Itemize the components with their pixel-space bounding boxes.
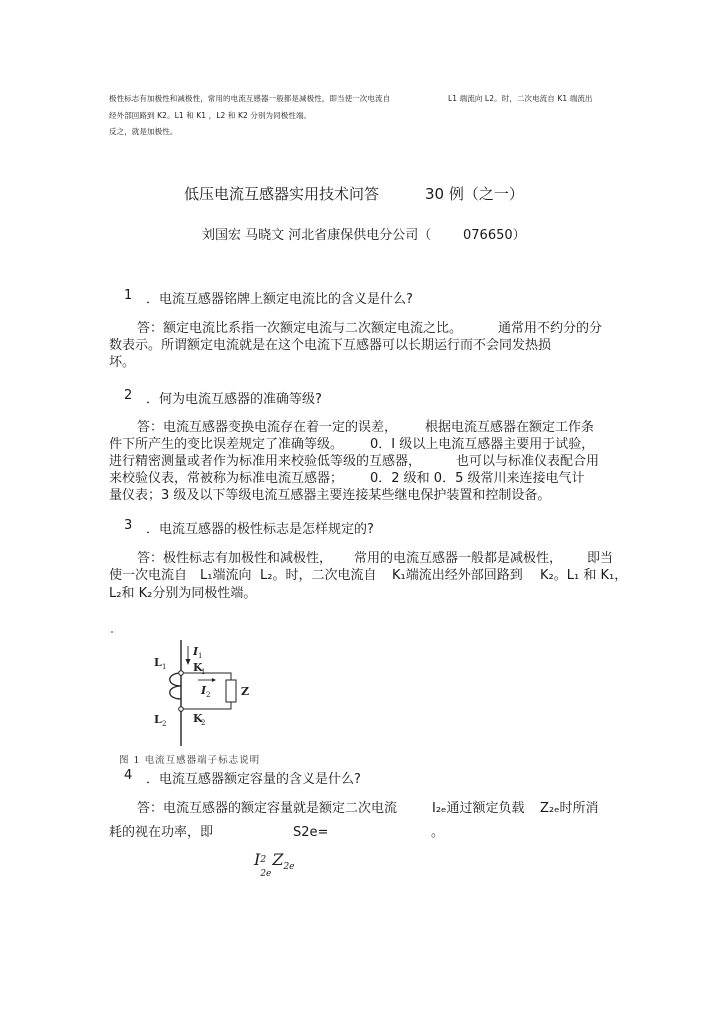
- label-I1: I: [193, 645, 199, 658]
- answer-3-line-2b: L₁端流向: [200, 568, 252, 583]
- answer-3-line-2e: K₂。L₁ 和 K₁，: [540, 568, 628, 583]
- answer-3-line-3: L₂和 K₂分别为同极性端。: [109, 586, 257, 601]
- label-I2: I: [201, 684, 207, 697]
- terminal-k1-dot: [179, 671, 184, 676]
- load-impedance-box: [226, 680, 236, 702]
- answer-1-line-2: 数表示。所谓额定电流就是在这个电流下互感器可以长期运行而不会同发热损: [109, 338, 552, 353]
- label-K2: K: [193, 712, 203, 725]
- answer-4-line-1c: Z₂ₑ时所消: [540, 801, 599, 816]
- secondary-coil: [170, 673, 181, 699]
- svg-text:2: 2: [162, 720, 167, 728]
- answer-4-line-1a: 答：电流互感器的额定容量就是额定二次电流: [137, 801, 398, 816]
- answer-2-line-1b: 根据电流互感器在额定工作条: [425, 420, 595, 435]
- question-3-number: 3: [124, 518, 133, 533]
- rated-capacity-formula: I 2 2e $Z_{2e}$: [254, 850, 295, 879]
- question-4-text: ．电流互感器额定容量的含义是什么?: [146, 772, 361, 787]
- header-line-1a: 极性标志有加极性和减极性，常用的电流互感器一般都是减极性，即当使一次电流自: [109, 94, 391, 103]
- answer-2-line-2a: 件下所产生的变比误差规定了准确等级。: [109, 437, 344, 452]
- answer-2-line-3b: 也可以与标准仪表配合用: [456, 454, 600, 469]
- answer-3-line-2d: K₁端流出经外部回路到: [392, 568, 523, 583]
- label-L1: L: [154, 656, 162, 669]
- answer-2-line-4b: 0．2 级和 0．5 级常川来连接电气计: [370, 471, 585, 486]
- answer-4-line-2b: S2e=: [293, 825, 329, 840]
- answer-4-line-2a: 耗的视在功率，即: [109, 825, 214, 840]
- terminal-k2-dot: [179, 707, 184, 712]
- author-code: 076650）: [463, 228, 526, 243]
- label-Z: Z: [241, 685, 250, 698]
- label-K1: K: [193, 661, 203, 674]
- header-line-2: 经外部回路到 K2。L1 和 K1 ，L2 和 K2 分别为同极性端。: [109, 111, 312, 120]
- ct-terminal-diagram: [108, 628, 268, 768]
- header-line-3: 反之，就是加极性。: [109, 127, 178, 136]
- svg-text:2: 2: [201, 719, 206, 727]
- answer-2-line-2b: 0．I 级以上电流互感器主要用于试验，: [370, 437, 595, 452]
- question-2-number: 2: [124, 388, 133, 403]
- figure-caption: 图 1 电流互感器端子标志说明: [119, 755, 261, 766]
- answer-2-line-4a: 来校验仪表，常被称为标准电流互感器；: [109, 471, 344, 486]
- answer-2-line-1a: 答：电流互感器变换电流存在着一定的误差，: [137, 420, 398, 435]
- answer-4-line-1b: I₂ₑ通过额定负载: [432, 801, 525, 816]
- svg-text:2: 2: [206, 691, 211, 699]
- header-line-1b: L1 端流向 L2。时，二次电流自 K1 端流出: [448, 94, 593, 103]
- page-title: 低压电流互感器实用技术问答: [184, 185, 380, 203]
- svg-text:1: 1: [198, 652, 203, 660]
- answer-2-line-5: 量仪表；3 级及以下等级电流互感器主要连接某些继电保护装置和控制设备。: [109, 488, 551, 503]
- primary-current-arrow: [186, 659, 191, 665]
- answer-3-line-2c: L₂。时，二次电流自: [260, 568, 377, 583]
- answer-1-line-1b: 通常用不约分的分: [498, 321, 603, 336]
- question-4-number: 4: [124, 768, 133, 783]
- label-L2: L: [154, 713, 162, 726]
- answer-3-line-1a: 答：极性标志有加极性和减极性，: [137, 551, 333, 566]
- answer-3-line-1b: 常用的电流互感器一般都是减极性，: [354, 551, 563, 566]
- answer-2-line-3a: 进行精密测量或者作为标准用来校验低等级的互感器，: [109, 454, 422, 469]
- question-2-text: ．何为电流互感器的准确等级?: [146, 392, 322, 407]
- secondary-current-arrow: [212, 678, 216, 682]
- answer-4-line-2c: 。: [431, 825, 445, 840]
- svg-text:1: 1: [201, 668, 206, 676]
- answer-1-line-3: 坏。: [109, 355, 136, 370]
- question-1-text: ．电流互感器铭牌上额定电流比的含义是什么?: [146, 292, 413, 307]
- svg-text:1: 1: [162, 663, 167, 671]
- question-1-number: 1: [124, 288, 133, 303]
- answer-1-line-1: 答：额定电流比系指一次额定电流与二次额定电流之比。: [137, 321, 463, 336]
- page-title-number: 30 例（之一）: [425, 185, 524, 203]
- question-3-text: ．电流互感器的极性标志是怎样规定的?: [146, 522, 374, 537]
- answer-3-line-2a: 使一次电流自: [109, 568, 188, 583]
- answer-3-line-1c: 即当: [587, 551, 614, 566]
- author-line: 刘国宏 马晓文 河北省康保供电分公司（: [202, 228, 432, 243]
